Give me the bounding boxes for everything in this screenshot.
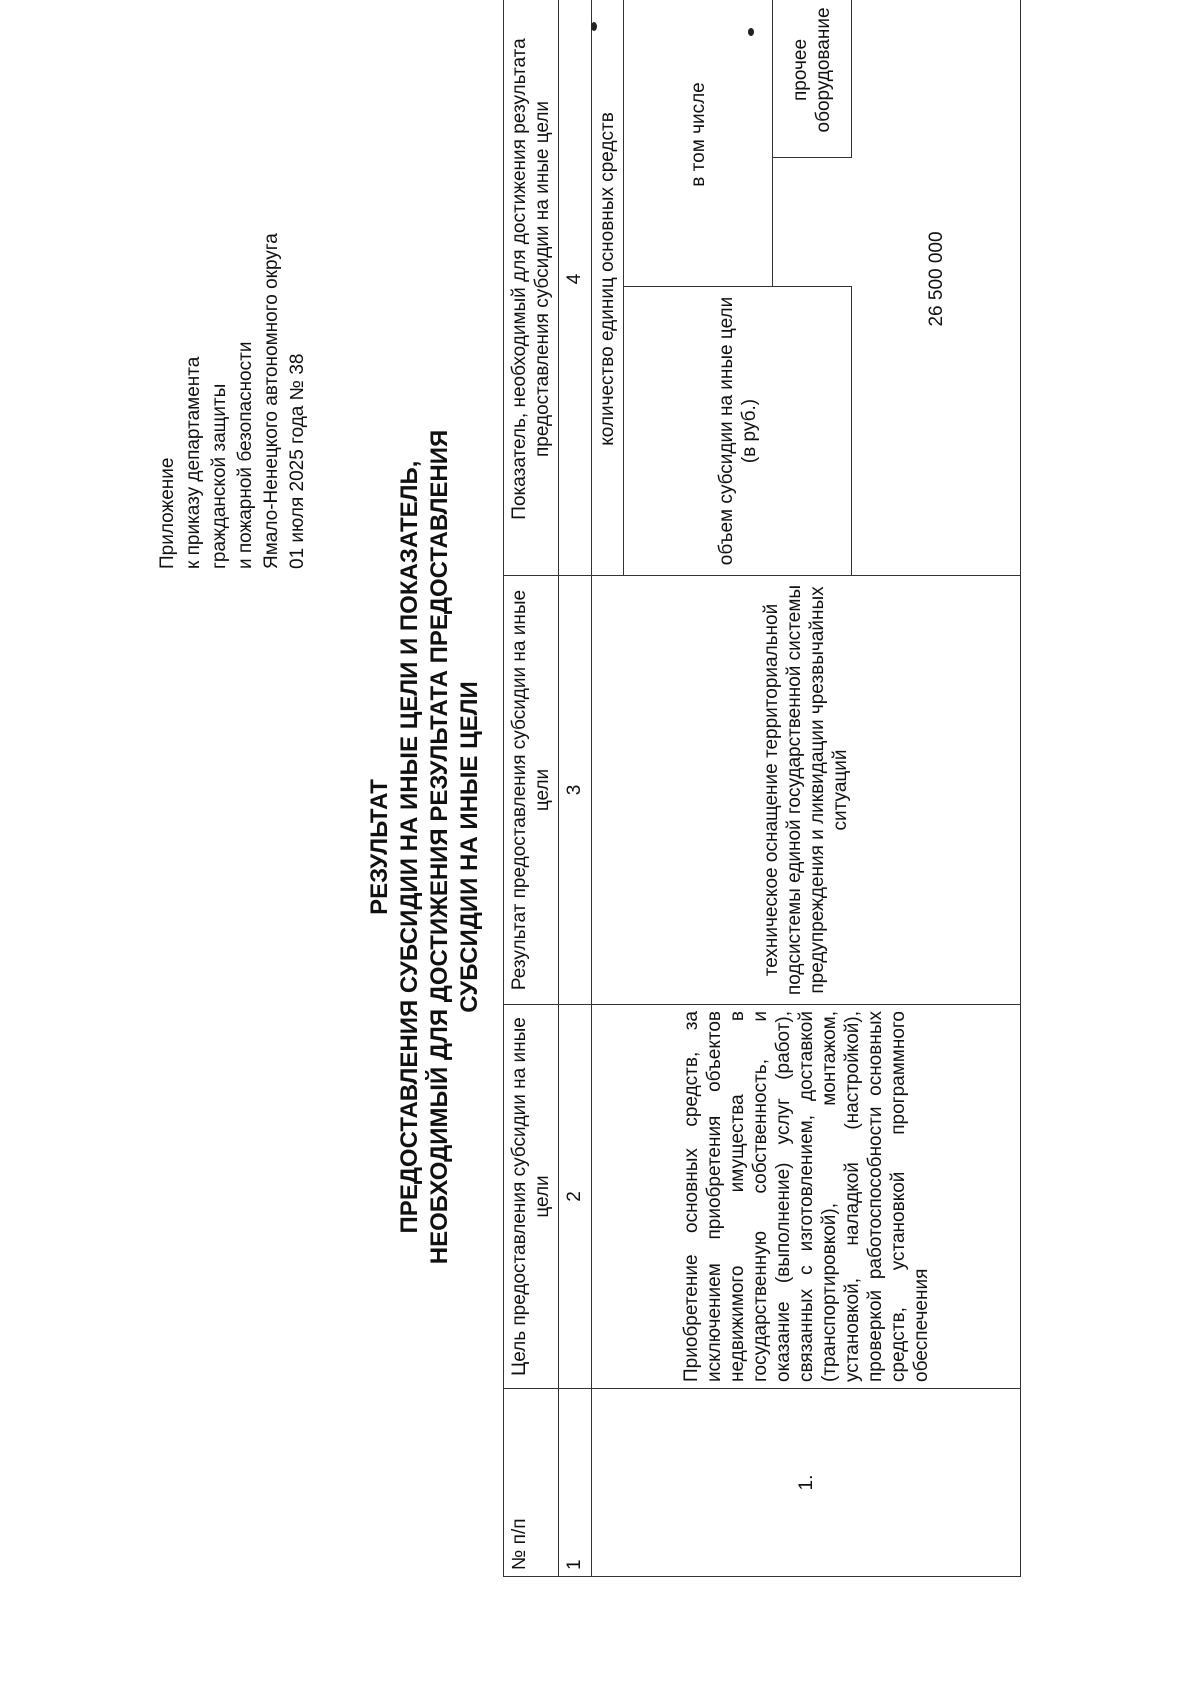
appendix-line: и пожарной безопасности	[235, 341, 256, 569]
header-goal: Цель предоставления субсидии на иные цели	[504, 1005, 559, 1389]
results-table	[503, 0, 1021, 1577]
header-indicator: Показатель, необходимый для достижения результата предоставления субсидии на иные цели	[504, 0, 559, 576]
appendix-line: Ямало-Ненецкого автономного округа	[261, 233, 282, 569]
title-line: СУБСИДИИ НА ИНЫЕ ЦЕЛИ	[456, 681, 483, 1013]
appendix-line: гражданской защиты	[209, 383, 230, 569]
empty-subcell	[773, 158, 852, 287]
including-header: в том числе	[624, 0, 773, 287]
row-goal: Приобретение основных средств, за исключением приобретения объектов недвижимого имущества в государственную собственность, и оказание (выполнение) услуг (работ), связанных с изготовлением, доставкой (транспортировкой), монтажом, установкой, наладкой (настройкой), проверкой работоспособности основных средств, установкой программного обеспечения	[592, 1005, 1021, 1389]
scan-speck	[748, 28, 754, 36]
col-number-2: 2	[559, 1005, 592, 1389]
column-number-row	[559, 0, 592, 1577]
col-number-4: 4	[559, 0, 592, 576]
scan-speck	[591, 22, 597, 31]
appendix-line: 01 июля 2025 года № 38	[287, 353, 308, 569]
subsidy-volume-header: объем субсидии на иные цели (в руб.)	[624, 287, 852, 576]
row-number: 1.	[592, 1389, 1021, 1577]
other-equipment-header: прочее оборудование	[773, 0, 852, 158]
col-number-1: 1	[559, 1389, 592, 1577]
header-num: № п/п	[504, 1389, 559, 1577]
title-line: НЕОБХОДИМЫЙ ДЛЯ ДОСТИЖЕНИЯ РЕЗУЛЬТАТА ПРЕДОСТАВЛЕНИЯ	[426, 429, 453, 1265]
subheader-row-units	[592, 0, 624, 1577]
appendix-block	[155, 233, 311, 569]
appendix-line: Приложение	[157, 457, 178, 569]
header-result: Результат предоставления субсидии на иные цели	[504, 576, 559, 1005]
document-title	[365, 327, 485, 1367]
amount-value: 26 500 000	[852, 0, 1021, 576]
row-result: техническое оснащение территориальной подсистемы единой государственной системы предупреждения и ликвидации чрезвычайных ситуаций	[592, 576, 1021, 1005]
title-line: ПРЕДОСТАВЛЕНИЯ СУБСИДИИ НА ИНЫЕ ЦЕЛИ И ПОКАЗАТЕЛЬ,	[396, 460, 423, 1234]
col-number-3: 3	[559, 576, 592, 1005]
units-count-header: количество единиц основных средств	[592, 0, 624, 576]
table-header-row	[504, 0, 559, 1577]
title-line: РЕЗУЛЬТАТ	[366, 779, 393, 915]
appendix-line: к приказу департамента	[183, 356, 204, 569]
